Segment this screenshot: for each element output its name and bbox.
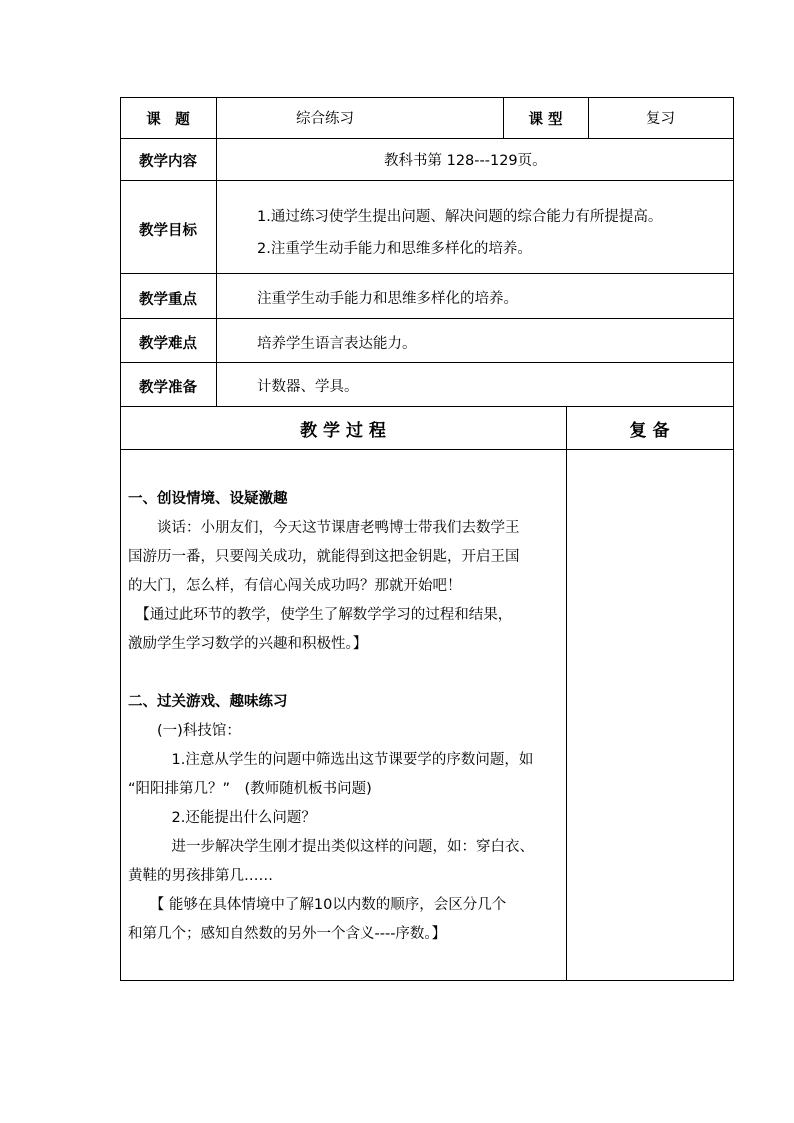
process-line: 1.注意从学生的问题中筛选出这节课要学的序数问题，如	[128, 752, 534, 768]
prep-value: 计数器、学具。	[257, 379, 359, 395]
table-row-divider	[120, 362, 734, 363]
table-row-divider	[120, 180, 734, 181]
table-border-bottom	[120, 980, 734, 981]
process-line: 国游历一番，只要闯关成功，就能得到这把金钥匙，开启王国	[128, 549, 520, 565]
table-row-divider	[120, 318, 734, 319]
content-label: 教学内容	[139, 154, 197, 170]
table-row-divider	[120, 138, 734, 139]
table-row-divider	[120, 273, 734, 274]
process-line: 2.还能提出什么问题？	[128, 810, 316, 826]
prep-label: 教学准备	[139, 380, 197, 396]
goal-item: 2.注重学生动手能力和思维多样化的培养。	[257, 241, 532, 257]
process-line	[128, 659, 562, 688]
revision-header: 复 备	[629, 421, 670, 441]
process-line: 谈话：小朋友们，今天这节课唐老鸭博士带我们去数学王	[128, 520, 520, 536]
table-border-right	[733, 97, 734, 981]
goal-item: 1.通过练习使学生提出问题、解决问题的综合能力有所提提高。	[257, 209, 663, 225]
key-value: 注重学生动手能力和思维多样化的培养。	[257, 291, 518, 307]
process-line: 进一步解决学生刚才提出类似这样的问题，如：穿白衣、	[128, 839, 534, 855]
type-label: 课 型	[528, 112, 563, 128]
topic-label: 课 题	[146, 112, 190, 128]
process-line: 激励学生学习数学的兴趣和积极性。】	[128, 636, 368, 652]
table-row-divider	[120, 406, 734, 407]
process-content	[128, 485, 562, 949]
topic-value: 综合练习	[296, 111, 354, 127]
content-value: 教科书第 128---129页。	[384, 153, 547, 169]
process-line: “阳阳排第几？” (教师随机板书问题)	[128, 781, 372, 797]
process-line: 和第几个；感知自然数的另外一个含义----序数。】	[128, 926, 447, 942]
table-row-divider	[120, 449, 734, 450]
type-value: 复习	[646, 111, 675, 127]
process-line: 二、过关游戏、趣味练习	[128, 694, 288, 710]
table-col-divider	[216, 97, 217, 406]
difficulty-label: 教学难点	[139, 336, 197, 352]
difficulty-value: 培养学生语言表达能力。	[257, 336, 417, 352]
process-line: 的大门，怎么样，有信心闯关成功吗？那就开始吧！	[128, 578, 462, 594]
goals-label: 教学目标	[139, 223, 197, 239]
process-line: 黄鞋的男孩排第几……	[128, 868, 273, 884]
key-label: 教学重点	[139, 292, 197, 308]
process-header: 教 学 过 程	[300, 421, 386, 441]
process-line: 【 能够在具体情境中了解10以内数的顺序，会区分几个	[128, 897, 507, 913]
table-col-divider	[566, 406, 567, 980]
table-border-top	[120, 97, 734, 98]
process-line: 【通过此环节的教学，使学生了解数学学习的过程和结果，	[128, 607, 513, 623]
process-line: (一)科技馆：	[128, 723, 241, 739]
process-line: 一、创设情境、设疑激趣	[128, 491, 288, 507]
